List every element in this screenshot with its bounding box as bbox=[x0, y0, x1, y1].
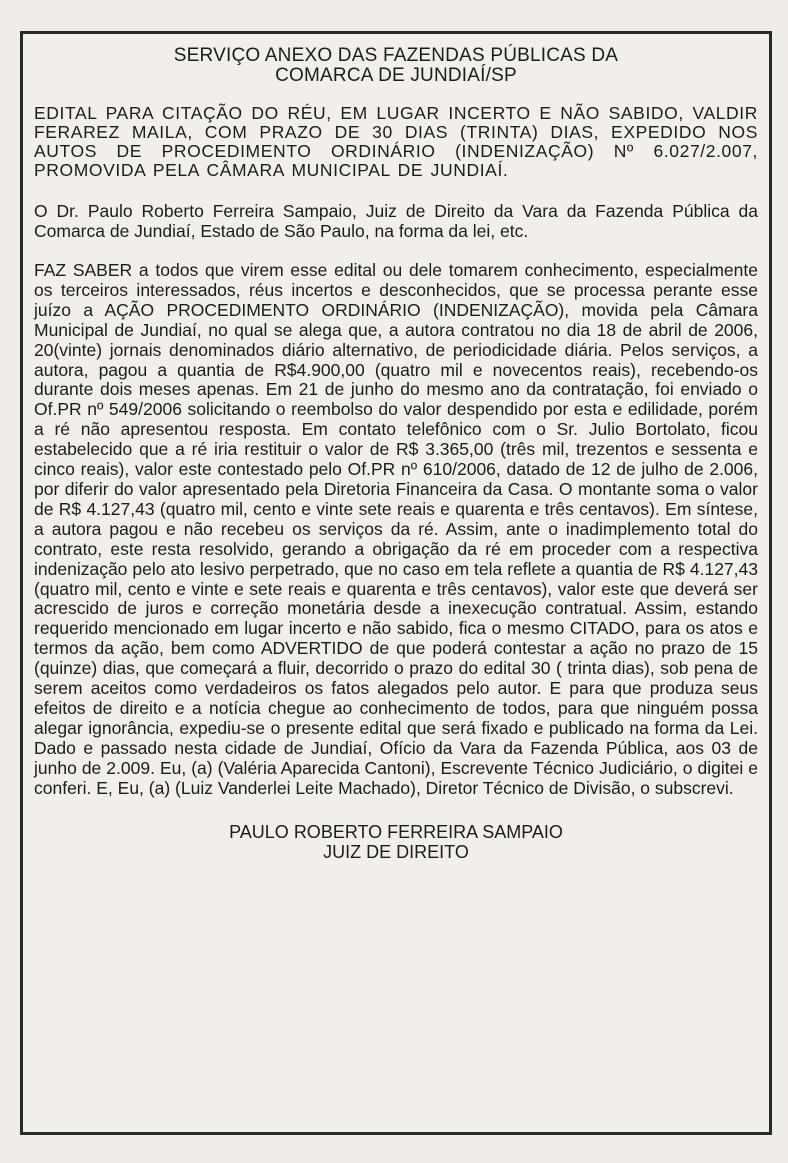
notice-frame bbox=[20, 31, 772, 1135]
body-paragraph: FAZ SABER a todos que virem esse edital ou dele tomarem conhecimento, especialmente os terceiros interessados, réus incertos e desconhecidos, que se processa perante esse juízo a AÇÃO PROCEDIMENTO ORDINÁRIO (INDENIZAÇÃO), movida pela Câmara Municipal de Jundiaí, no qual se alega que, a autora contratou no dia 18 de abril de 2006, 20(vinte) jornais denominados diário alternativo, de periodicidade diária. Pelos serviços, a autora, pagou a quantia de R$4.900,00 (quatro mil e novecentos reais), recebendo-os durante dois meses apenas. Em 21 de junho do mesmo ano da contratação, foi enviado o Of.PR nº 549/2006 solicitando o reembolso do valor despendido por esta e edilidade, porém a ré não apresentou resposta. Em contato telefônico com o Sr. Julio Bortolato, ficou estabelecido que a ré iria restituir o valor de R$ 3.365,00 (três mil, trezentos e sessenta e cinco reais), valor este contestado pelo Of.PR nº 610/2006, datado de 12 de julho de 2.006, por diferir do valor apresentado pela Diretoria Financeira da Casa. O montante soma o valor de R$ 4.127,43 (quatro mil, cento e vinte sete reais e quarenta e três centavos). Em síntese, a autora pagou e não recebeu os serviços da ré. Assim, ante o inadimplemento total do contrato, este resta resolvido, gerando a obrigação da ré em proceder com a respectiva indenização pelo ato lesivo perpetrado, que no caso em tela reflete a quantia de R$ 4.127,43 (quatro mil, cento e vinte e sete reais e quarenta e três centavos), valor este que deverá ser acrescido de juros e correção monetária desde a inexecução contratual. Assim, estando requerido mencionado em lugar incerto e não sabido, fica o mesmo CITADO, para os atos e termos da ação, bem como ADVERTIDO de que poderá contestar a ação no prazo de 15 (quinze) dias, que começará a fluir, decorrido o prazo do edital 30 ( trinta dias), sob pena de serem aceitos como verdadeiros os fatos alegados pelo autor. E para que produza seus efeitos de direito e a notícia chegue ao conhecimento de todos, para que ninguém possa alegar ignorância, expediu-se o presente edital que será fixado e publicado na forma da Lei. Dado e passado nesta cidade de Jundiaí, Ofício da Vara da Fazenda Pública, aos 03 de junho de 2.009. Eu, (a) (Valéria Aparecida Cantoni), Escrevente Técnico Judiciário, o digitei e conferi. E, Eu, (a) (Luiz Vanderlei Leite Machado), Diretor Técnico de Divisão, o subscrevi. bbox=[34, 260, 758, 798]
intro-paragraph: O Dr. Paulo Roberto Ferreira Sampaio, Juiz de Direito da Vara da Fazenda Pública da Comarca de Jundiaí, Estado de São Paulo, na forma da lei, etc. bbox=[34, 201, 758, 241]
header-line-1: SERVIÇO ANEXO DAS FAZENDAS PÚBLICAS DA bbox=[173, 45, 619, 66]
signature-title: JUIZ DE DIREITO bbox=[323, 842, 469, 863]
notice-header bbox=[34, 46, 758, 86]
signature-block bbox=[34, 822, 758, 862]
edital-title: EDITAL PARA CITAÇÃO DO RÉU, EM LUGAR INCERTO E NÃO SABIDO, VALDIR FERAREZ MAILA, COM PRAZO DE 30 DIAS (TRINTA) DIAS, EXPEDIDO NOS AUTOS DE PROCEDIMENTO ORDINÁRIO (INDENIZAÇÃO) Nº 6.027/2.007, PROMOVIDA PELA CÂMARA MUNICIPAL DE JUNDIAÍ. bbox=[34, 103, 758, 180]
signature-name: PAULO ROBERTO FERREIRA SAMPAIO bbox=[229, 822, 563, 843]
notice-content bbox=[34, 46, 758, 862]
header-line-2: COMARCA DE JUNDIAÍ/SP bbox=[275, 65, 517, 86]
